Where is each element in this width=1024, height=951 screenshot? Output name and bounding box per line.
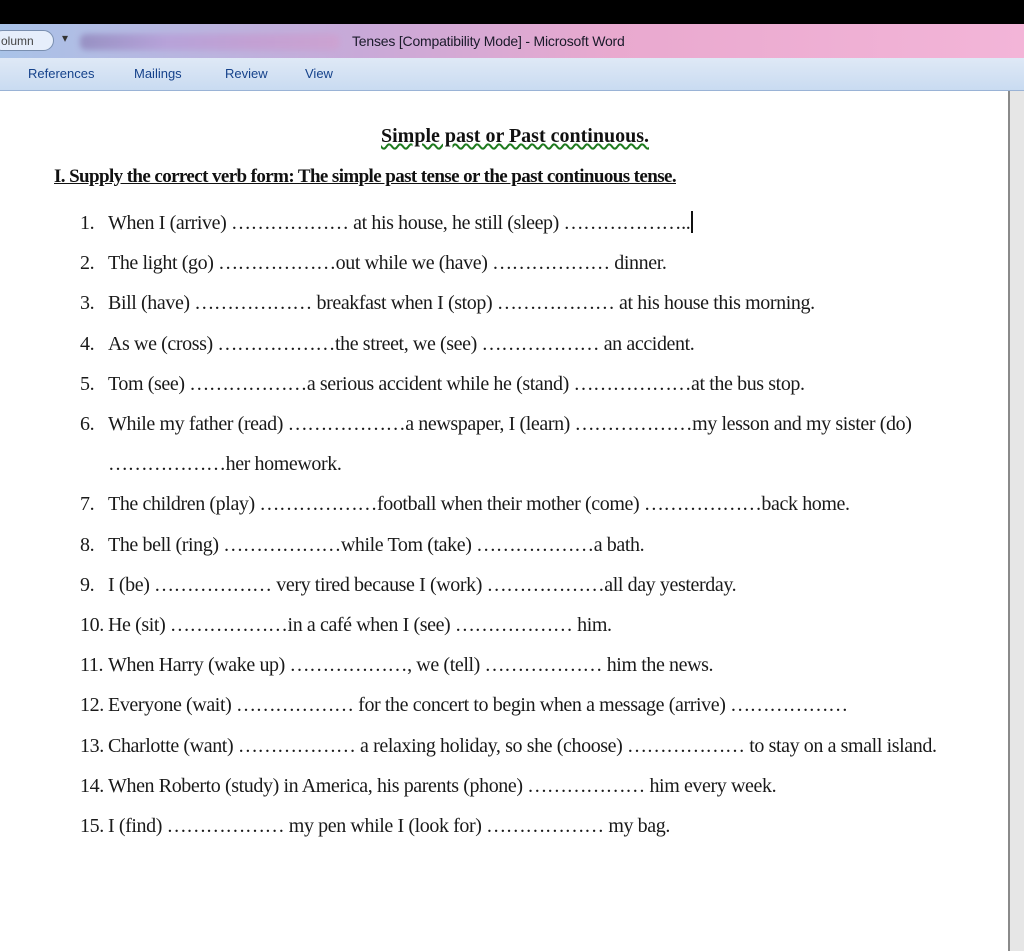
item-text: When Roberto (study) in America, his parents (phone) ……………… him every week. — [108, 774, 777, 797]
quick-access-field[interactable] — [0, 30, 54, 51]
list-item — [80, 324, 980, 364]
item-number: 12. — [80, 694, 104, 717]
list-item — [80, 685, 980, 725]
item-text: The bell (ring) ………………while Tom (take) ………………a bath. — [108, 533, 645, 556]
exercise-list — [80, 203, 980, 846]
document-area — [0, 91, 1024, 951]
list-item — [80, 484, 980, 524]
list-item — [80, 364, 980, 404]
item-text: Tom (see) ………………a serious accident while he (stand) ………………at the bus stop. — [108, 372, 805, 395]
item-text: The light (go) ………………out while we (have) ……………… dinner. — [108, 252, 667, 275]
item-number: 7. — [80, 493, 95, 516]
item-number: 5. — [80, 372, 95, 395]
ribbon-tabs — [0, 58, 1024, 91]
item-number: 15. — [80, 815, 104, 838]
item-text: As we (cross) ………………the street, we (see) ……………… an accident. — [108, 332, 695, 355]
item-number: 14. — [80, 774, 104, 797]
tab-references[interactable]: References — [28, 66, 95, 81]
item-text: When Harry (wake up) ………………, we (tell) ……………… him the news. — [108, 654, 714, 677]
list-item — [80, 565, 980, 605]
list-item — [80, 605, 980, 645]
list-item — [80, 766, 980, 806]
item-number: 10. — [80, 614, 104, 637]
item-number: 11. — [80, 654, 104, 677]
tab-mailings[interactable]: Mailings — [134, 66, 182, 81]
item-number: 9. — [80, 573, 95, 596]
instruction-heading: I. Supply the correct verb form: The simple past tense or the past continuous tense. — [54, 166, 676, 187]
list-item — [80, 806, 980, 846]
item-number: 2. — [80, 252, 95, 275]
item-number: 4. — [80, 332, 95, 355]
list-item — [80, 404, 980, 484]
quick-access-dropdown-icon[interactable]: ▾ — [62, 31, 69, 45]
quick-access-text: olumn — [1, 34, 34, 48]
title-bar — [0, 24, 1024, 58]
item-text: He (sit) ………………in a café when I (see) ……………… him. — [108, 614, 612, 637]
item-text: While my father (read) ………………a newspaper, I (learn) ………………my lesson and my sister (do) ………………her homework. — [108, 413, 912, 476]
item-text: Bill (have) ……………… breakfast when I (stop) ……………… at his house this morning. — [108, 292, 815, 315]
tab-view[interactable]: View — [305, 66, 333, 81]
item-text: I (be) ……………… very tired because I (work) ………………all day yesterday. — [108, 573, 737, 596]
list-item — [80, 645, 980, 685]
item-number: 3. — [80, 292, 95, 315]
quick-access-toolbar — [80, 34, 340, 50]
item-number: 13. — [80, 734, 104, 757]
tab-review[interactable]: Review — [225, 66, 268, 81]
list-item — [80, 283, 980, 323]
list-item — [80, 203, 980, 243]
item-number: 8. — [80, 533, 95, 556]
item-number: 6. — [80, 413, 95, 436]
item-text: Charlotte (want) ……………… a relaxing holiday, so she (choose) ……………… to stay on a small island. — [108, 734, 937, 757]
item-text: When I (arrive) ……………… at his house, he still (sleep) ……………….. — [108, 203, 980, 243]
item-text: The children (play) ………………football when their mother (come) ………………back home. — [108, 493, 850, 516]
list-item — [80, 243, 980, 283]
item-text: I (find) ……………… my pen while I (look for) ……………… my bag. — [108, 815, 670, 838]
window-title: Tenses [Compatibility Mode] - Microsoft Word — [352, 33, 625, 49]
list-item — [80, 726, 980, 766]
text-cursor — [691, 211, 693, 233]
item-text: Everyone (wait) ……………… for the concert to begin when a message (arrive) ……………… — [108, 694, 848, 717]
item-number: 1. — [80, 212, 95, 234]
document-title: Simple past or Past continuous. — [380, 125, 649, 147]
list-item — [80, 525, 980, 565]
document-page[interactable] — [0, 91, 1010, 951]
